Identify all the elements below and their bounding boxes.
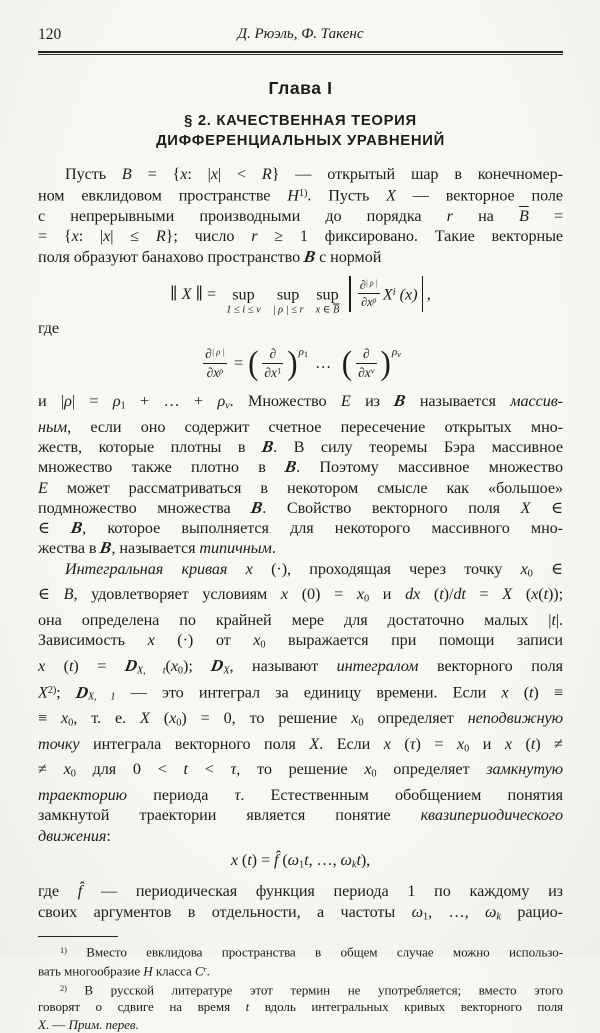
text-segment: x	[520, 559, 528, 578]
text-line: Интегральная кривая x (·), проходящая через точку x0 ∈	[65, 559, 563, 580]
text-line: с непрерывными производными до порядка r на $\overline{B}$ =	[38, 206, 563, 225]
text-segment: X	[38, 683, 48, 702]
text-segment: t	[551, 610, 556, 629]
variable-X: X	[382, 285, 393, 304]
text-segment: ным	[38, 417, 68, 436]
text-segment: x	[63, 760, 71, 779]
footnotes	[38, 942, 563, 1033]
section-heading-line-2: ДИФФЕРЕНЦИАЛЬНЫХ УРАВНЕНИЙ	[156, 132, 445, 149]
text-segment: B	[63, 585, 74, 604]
exponent-rho-1	[299, 342, 309, 364]
paragraph-integral-curves	[38, 559, 563, 846]
text-segment: X	[520, 498, 531, 517]
text-segment: x	[364, 760, 372, 779]
text-segment: ν	[225, 400, 230, 412]
text-segment: t	[247, 850, 252, 869]
norm-formula	[38, 272, 563, 316]
text-segment: x	[531, 585, 539, 604]
partial-x: ∂x	[206, 364, 220, 380]
text-line: где f̂ — периодическая функция периода 1 по каждому из	[38, 882, 563, 901]
text-segment: t	[304, 850, 309, 869]
text-line: своих аргументов в отдельности, а частоты ω1, …, ωk рацио-	[38, 902, 563, 922]
open-paren: (	[341, 342, 353, 382]
rho-base: ρ	[298, 346, 304, 359]
partial-x: ∂x	[361, 295, 373, 310]
text-segment: H	[287, 186, 299, 205]
body-text	[38, 164, 563, 927]
text-segment: E	[38, 478, 48, 497]
text-segment: 1	[299, 859, 305, 871]
text-segment: X	[140, 709, 150, 728]
text-segment: τ	[234, 785, 241, 804]
text-line: Пусть B = {x: |x| < R} — открытый шар в конечномер-	[65, 165, 563, 183]
text-segment: t	[183, 760, 188, 779]
text-line: ≠ x0 для 0 < t < τ, то решение x0 определяет замкнутую	[38, 760, 564, 780]
text-segment: ρ	[64, 392, 72, 411]
text-segment: 1	[423, 910, 429, 922]
text-segment: r	[446, 206, 453, 225]
of-x: (x)	[395, 285, 418, 304]
text-segment: 0	[177, 665, 184, 677]
text-segment: B	[69, 518, 84, 538]
text-segment: X	[386, 186, 396, 205]
text-segment: t	[530, 734, 536, 753]
text-segment: x	[280, 585, 289, 604]
text-segment: 0	[176, 717, 182, 729]
quasiperiodic-formula	[38, 850, 563, 876]
fraction-numerator	[361, 346, 372, 362]
text-segment: D	[74, 682, 90, 702]
text-segment: r	[251, 227, 258, 246]
text-line: X. — Прим. перев.	[38, 1016, 139, 1032]
text-segment: x	[180, 165, 188, 183]
text-segment: k	[351, 859, 357, 871]
text-segment: x	[169, 709, 177, 728]
text-line: множество также плотно в B. Поэтому массивное множество	[38, 457, 563, 477]
sup-operator-2	[273, 287, 304, 317]
text-line: траекторию периода τ. Естественным обобщением понятия	[38, 785, 563, 804]
text-segment: D	[209, 655, 226, 675]
fraction-denominator	[359, 295, 378, 310]
text-line: жеств, которые плотны в B. В силу теоремы Бэра массивное	[38, 436, 563, 456]
text-line: подмножество множества B. Свойство векторного поля X ∈	[38, 497, 563, 517]
text-line: и |ρ| = ρ1 + … + ρν. Множество E из B называется массив-	[38, 391, 563, 412]
text-segment: B	[121, 165, 132, 183]
partial-symbol: ∂	[359, 277, 366, 292]
text-segment: 0	[358, 717, 364, 729]
right-abs-bar	[422, 276, 423, 312]
text-segment: k	[496, 910, 501, 922]
text-segment: ω	[485, 902, 497, 921]
text-segment: 0	[70, 768, 76, 780]
text-line: жества в B, называется типичным.	[38, 538, 276, 558]
text-segment: траекторию	[38, 785, 128, 804]
variable-X: X	[181, 284, 192, 303]
partial-x: ∂x	[264, 364, 277, 380]
text-segment: f̂	[273, 850, 279, 869]
text-segment: x	[351, 709, 359, 728]
text-segment: B	[98, 538, 114, 558]
double-bar-equals: ∥ =	[191, 284, 221, 303]
page-number: 120	[38, 26, 62, 43]
text-segment: неподвижную	[467, 709, 563, 728]
text-line: ≡ x0, т. е. X (x0) = 0, то решение x0 определяет неподвижную	[38, 709, 563, 729]
rho-base: ρ	[391, 346, 398, 359]
sup-limit-2: | ρ | ≤ r	[272, 304, 304, 316]
text-segment: x	[245, 559, 253, 578]
text-line: $^{2)}$ В русской литературе этот термин не употребляется; вместо этого	[60, 982, 563, 998]
fraction-numerator	[203, 346, 227, 362]
sup-limit-3	[316, 305, 340, 316]
sup-operator-1	[226, 287, 261, 317]
sup-label: sup	[232, 285, 255, 304]
text-segment: R	[261, 165, 272, 183]
text-segment: массив-	[510, 392, 563, 411]
paragraph-massive-sets	[38, 391, 563, 559]
fraction-numerator	[358, 278, 380, 293]
X-component	[383, 283, 418, 305]
text-line: ным, если оно содержит счетное пересечение открытых мно-	[38, 417, 563, 436]
rho-index: ρ	[372, 296, 377, 306]
close-paren: )	[287, 342, 298, 382]
text-segment: f̂	[77, 882, 83, 901]
exponent-rho-nu	[392, 342, 401, 364]
text-segment: x	[230, 850, 238, 869]
text-segment: Прим. перев.	[68, 1016, 139, 1032]
text-line: замкнутой траектории является понятие квазипериодического	[38, 806, 563, 825]
partial-derivative-formula	[38, 339, 563, 387]
text-segment: движения	[38, 826, 107, 845]
text-segment: τ	[230, 760, 237, 779]
text-segment: R	[155, 227, 166, 246]
section-heading-line-1: § 2. КАЧЕСТВЕННАЯ ТЕОРИЯ	[184, 113, 417, 129]
rho-order: | ρ |	[365, 278, 378, 288]
text-segment: 0	[363, 593, 370, 605]
fraction-numerator	[268, 346, 279, 362]
text-segment: ω	[411, 902, 423, 921]
fraction-bar	[203, 363, 227, 364]
closed-ball-B: $\overline{B}$	[333, 304, 340, 316]
text-segment: квазипериодического	[420, 806, 563, 825]
text-segment: типичным	[199, 539, 272, 558]
x-in: x ∈	[315, 304, 334, 316]
sup-limit-1: 1 ≤ i ≤ ν	[226, 304, 261, 316]
text-segment: x	[383, 734, 391, 753]
text-segment: t	[245, 999, 250, 1015]
text-segment: x	[210, 165, 218, 183]
text-line: x (t) = f̂ (ω1t, …, ωkt),	[230, 850, 371, 871]
text-segment: x	[170, 656, 178, 675]
text-line: где	[38, 318, 60, 337]
text-segment: замкнутую	[486, 760, 564, 779]
sup-operator-3	[316, 287, 340, 317]
partial-symbol: ∂	[205, 345, 212, 361]
text-segment: t	[356, 850, 361, 869]
text-segment: D	[123, 655, 139, 675]
text-segment: точку	[38, 734, 80, 753]
text-line: x (t) = DX, t(x0); DX, называют интегралом векторного поля	[38, 655, 563, 677]
text-line: ∈ B, удовлетворяет условиям x (0) = x0 и dx (t)/dt = X (x(t));	[38, 585, 564, 605]
chapter-heading: Глава I	[268, 78, 333, 98]
text-segment: ρ	[112, 392, 121, 411]
open-paren: (	[248, 342, 259, 382]
text-segment: E	[340, 392, 351, 411]
text-segment: X	[38, 1016, 46, 1032]
text-segment: X, 1	[87, 691, 116, 703]
fraction-denominator	[205, 365, 226, 381]
text-segment: ω	[287, 850, 300, 869]
text-segment: B	[302, 246, 317, 266]
text-segment: X	[309, 734, 320, 753]
text-segment: ω	[340, 850, 352, 869]
text-segment: B	[249, 497, 265, 517]
text-segment: t	[439, 585, 444, 604]
close-paren: )	[380, 342, 391, 382]
text-segment: x	[504, 734, 512, 753]
partial-derivative-fraction	[358, 278, 380, 310]
sup-label: sup	[276, 285, 300, 304]
text-line: $^{1)}$ Вместо евклидова пространства в общем случае можно использо-	[60, 944, 563, 960]
text-line: E может рассматриваться в некотором смысле как «большое»	[38, 478, 563, 497]
text-segment: x	[61, 709, 69, 728]
fraction-bar	[262, 363, 283, 364]
text-line: $X^{2)}$; DX, 1 — это интеграл за единицу времени. Если x (t) ≡	[38, 682, 563, 703]
text-segment: x	[356, 585, 364, 604]
text-segment: t	[529, 683, 534, 702]
fraction-bar	[356, 363, 376, 364]
text-segment: 1	[120, 400, 126, 412]
text-segment: ρ	[217, 392, 226, 411]
text-segment: 0	[68, 717, 74, 729]
text-segment: 0	[260, 639, 266, 651]
norm-lhs	[170, 284, 220, 304]
text-segment: x	[253, 631, 261, 650]
double-bar: ∥	[170, 284, 182, 303]
text-line: говорят о сдвиге на время t вдоль интегральных кривых векторного поля	[38, 999, 564, 1015]
text-segment: 1)	[60, 946, 67, 956]
text-line: движения:	[38, 826, 111, 845]
running-title: Д. Рюэль, Ф. Такенс	[237, 26, 364, 42]
text-segment: X	[502, 585, 513, 604]
paragraph-frequencies	[38, 881, 563, 927]
where-line	[38, 318, 563, 338]
text-line: точку интеграла векторного поля X. Если x (τ) = x0 и x (t) ≠	[38, 734, 563, 755]
fraction-denominator	[262, 365, 283, 381]
text-segment: x	[147, 631, 155, 650]
text-segment: $\overline{B}$	[518, 206, 529, 225]
text-line: = {x: |x| ≤ R}; число r ≥ 1 фиксировано. Такие векторные	[38, 227, 563, 246]
component-index: i	[392, 287, 396, 298]
text-segment: 1)	[298, 188, 308, 200]
text-line: ном евклидовом пространстве $H^{1)}$. Пусть X — векторное поле	[38, 186, 563, 205]
text-line: поля образуют банахово пространство B с нормой	[38, 246, 382, 266]
fraction-denominator	[356, 365, 376, 381]
equals-sign: =	[229, 353, 248, 372]
text-segment: B	[392, 391, 408, 411]
exponent-sub-nu: ν	[397, 349, 401, 360]
text-segment: x	[501, 683, 509, 702]
text-segment: x	[103, 227, 111, 246]
trailing-comma: ,	[426, 284, 431, 303]
coordinate-index-nu: ν	[370, 365, 375, 376]
header-rule	[38, 51, 563, 55]
text-segment: r	[203, 964, 207, 974]
text-line: вать многообразие H класса $C^r$.	[38, 963, 210, 979]
text-segment: x	[38, 656, 46, 675]
rho-index: ρ	[219, 365, 224, 376]
text-segment: 0	[464, 743, 470, 755]
sup-label: sup	[316, 285, 339, 304]
coordinate-index-1: 1	[276, 365, 282, 376]
partial-symbol: ∂	[269, 345, 277, 361]
text-segment: x	[456, 734, 465, 753]
inner-fraction-2	[356, 346, 376, 381]
text-line: она определена по крайней мере для достаточно малых |t|.	[38, 610, 563, 629]
fraction-bar	[358, 293, 380, 294]
page-header	[38, 26, 563, 46]
text-segment: x	[71, 227, 79, 246]
text-segment: Интегральная кривая	[65, 559, 228, 578]
left-abs-bar	[349, 276, 350, 312]
text-line: Зависимость x (·) от x0 выражается при помощи записи	[38, 631, 563, 651]
partial-x: ∂x	[358, 364, 371, 380]
text-line: ∈ B, которое выполняется для некоторого массивного мно-	[38, 518, 563, 538]
text-segment: dx	[405, 585, 421, 604]
text-segment: B	[260, 436, 275, 456]
text-segment: H	[143, 963, 153, 979]
rho-order: | ρ |	[211, 346, 225, 357]
inner-fraction-1	[262, 346, 283, 381]
text-segment: X	[223, 665, 230, 677]
paragraph-intro	[38, 164, 563, 267]
text-segment: 0	[371, 768, 377, 780]
text-segment: t	[543, 585, 548, 604]
section-heading	[38, 112, 563, 151]
text-segment: τ	[409, 734, 416, 753]
ellipsis: …	[315, 353, 334, 372]
text-segment: 2)	[47, 685, 57, 697]
partial-symbol: ∂	[363, 345, 370, 361]
text-segment: интегралом	[336, 656, 419, 675]
footnote-separator	[38, 936, 118, 937]
text-segment: 2)	[60, 983, 67, 993]
text-segment: 0	[527, 568, 533, 580]
text-segment: C	[194, 963, 204, 979]
text-segment: X, t	[136, 665, 166, 677]
text-segment: B	[283, 457, 298, 477]
lhs-fraction	[203, 346, 227, 381]
exponent-sub-1: 1	[303, 349, 309, 360]
text-segment: t	[68, 656, 74, 675]
text-segment: dt	[453, 585, 466, 604]
